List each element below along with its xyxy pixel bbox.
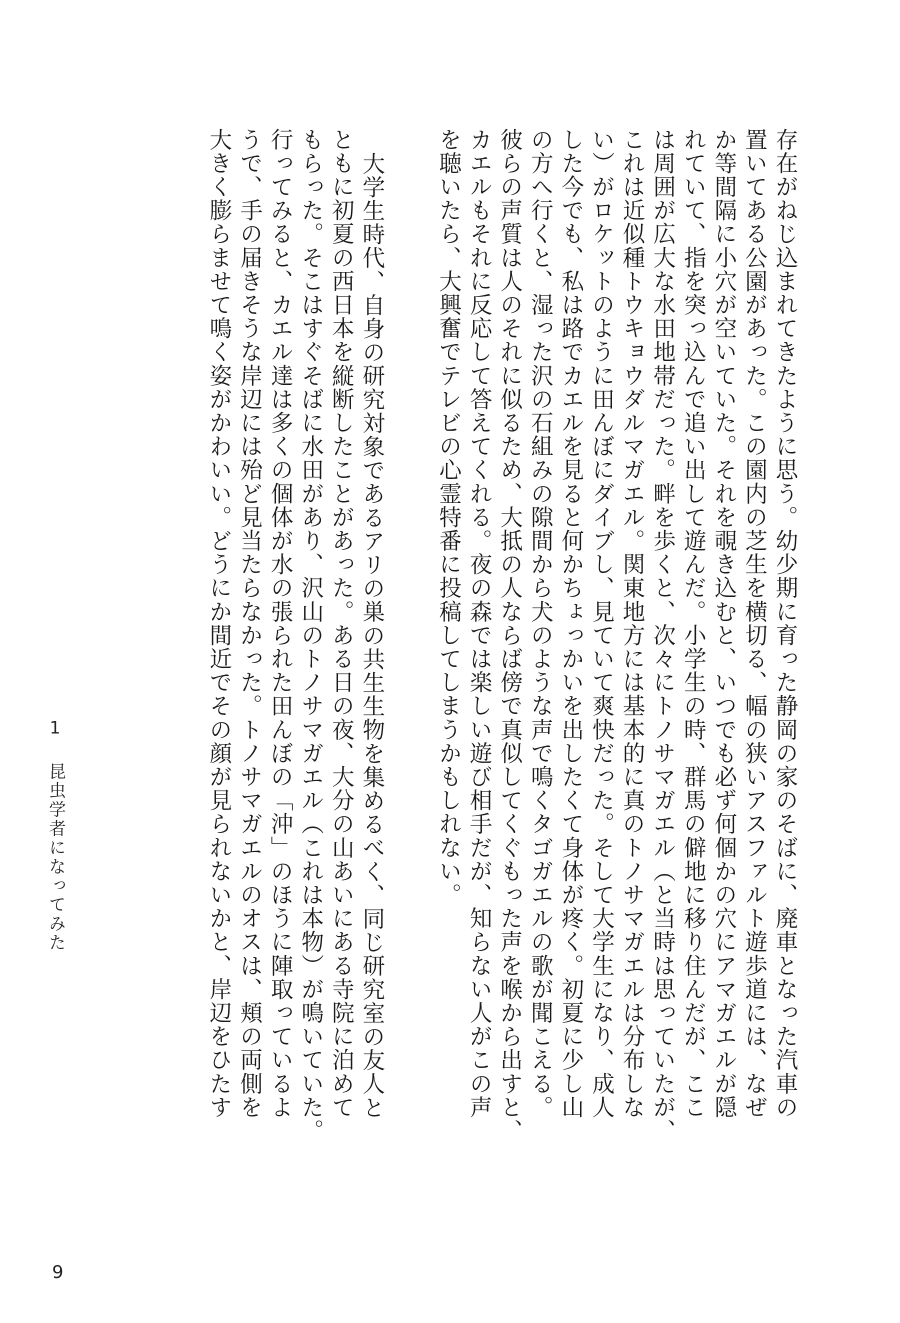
text-line: の方へ行くと、湿った沢の石組みの隙間から犬のような声で鳴くタゴガエルの歌が聞こえる。: [527, 128, 554, 1120]
text-line: 大きく膨らませて鳴く姿がかわいい。どうにか間近でその顔が見られないかと、岸辺をひたす: [205, 128, 232, 1120]
page-number: 9: [52, 1262, 64, 1283]
text-line: を聴いたら、大興奮でテレビの心霊特番に投稿してしまうかもしれない。: [435, 128, 462, 907]
text-line: これは近似種トウキョウダルマガエル。関東地方には基本的に真のトノサマガエルは分布しな: [619, 128, 646, 1120]
text-line: うで、手の届きそうな岸辺には殆ど見当たらなかった。トノサマガエルのオスは、頬の両側を: [236, 128, 263, 1120]
text-line: 存在がねじ込まれてきたように思う。幼少期に育った静岡の家のそばに、廃車となった汽車の: [772, 128, 798, 1120]
text-line: 置いてある公園があった。この園内の芝生を横切る、幅の狭いアスファルト遊歩道には、なぜ: [741, 128, 768, 1120]
body-text: [203, 128, 800, 1238]
text-line: い）がロケットのように田んぼにダイブし、見ていて爽快だった。そして大学生になり、成人: [588, 128, 615, 1120]
text-line: した今でも、私は路でカエルを見ると何かちょっかいを出したくて身体が疼く。初夏に少し山: [557, 128, 584, 1120]
text-line: 大学生時代、自身の研究対象であるアリの巣の共生生物を集めるべく、同じ研究室の友人と: [358, 151, 385, 1120]
text-line: ともに初夏の西日本を縦断したことがあった。ある日の夜、大分の山あいにある寺院に泊めて: [328, 128, 355, 1120]
text-line: もらった。そこはすぐそばに水田があり、沢山のトノサマガエル（これは本物）が鳴いていた。: [297, 128, 324, 1143]
running-head: [43, 720, 68, 952]
paragraph-gap: [387, 128, 433, 1238]
text-line: れていて、指を突っ込んで追い出して遊んだ。小学生の時、群馬の僻地に移り住んだが、ここ: [680, 128, 707, 1120]
text-line: か等間隔に小穴が空いていた。それを覗き込むと、いつでも必ず何個かの穴にアマガエルが隠: [710, 128, 737, 1120]
text-line: 行ってみると、カエル達は多くの個体が水の張られた田んぼの「沖」のほうに陣取っているよ: [267, 128, 294, 1120]
text-line: カエルもそれに反応して答えてくれる。夜の森では楽しい遊び相手だが、知らない人がこの声: [466, 128, 493, 1120]
chapter-title: 昆虫学者になってみた: [45, 762, 65, 953]
text-line: は周囲が広大な水田地帯だった。畔を歩くと、次々にトノサマガエル（と当時は思っていたが、: [649, 128, 676, 1143]
chapter-number: 1: [49, 720, 61, 737]
text-line: 彼らの声質は人のそれに似るため、大抵の人ならば傍で真似してくぐもった声を喉から出すと、: [496, 128, 523, 1143]
